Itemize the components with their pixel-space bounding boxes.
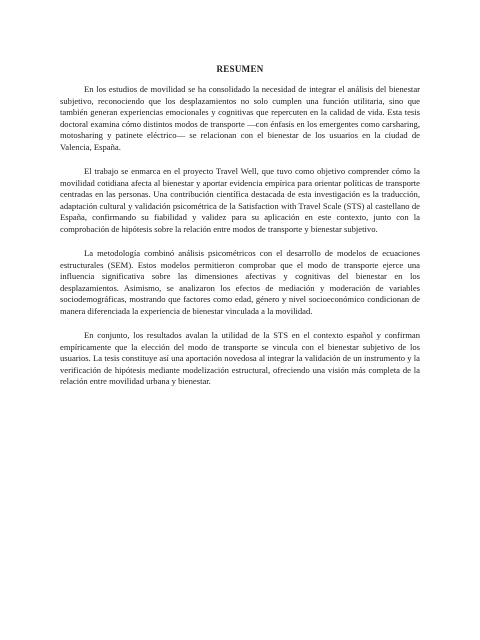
paragraph-2: El trabajo se enmarca en el proyecto Travel Well, que tuvo como objetivo comprender cómo la movilidad cotidiana afecta al bienestar y aportar evidencia empírica para orientar políticas de transporte centradas en las personas. Una contribución científica destacada de esta investigación es la traducción, adaptación cultural y validación psicométrica de la Satisfaction with Travel Scale (STS) al castellano de España, confirmando su fiabilidad y validez para su aplicación en este contexto, junto con la comprobación de hipótesis sobre la relación entre modos de transporte y bienestar subjetivo. (60, 166, 420, 234)
paragraph-4: En conjunto, los resultados avalan la utilidad de la STS en el contexto español y confirman empíricamente que la elección del modo de transporte se vincula con el bienestar subjetivo de los usuarios. La tesis constituye así una aportación novedosa al integrar la validación de un instrumento y la verificación de hipótesis mediante modelización estructural, ofreciendo una visión más completa de la relación entre movilidad urbana y bienestar. (60, 330, 420, 386)
abstract-body (60, 84, 420, 401)
paragraph-3: La metodología combinó análisis psicométricos con el desarrollo de modelos de ecuaciones estructurales (SEM). Estos modelos permitieron comprobar que el modo de transporte ejerce una influencia significativa sobre las dimensiones afectivas y cognitivas del bienestar en los desplazamientos. Asimismo, se analizaron los efectos de mediación y moderación de variables sociodemográficas, mostrando que factores como edad, género y nivel socioeconómico condicionan de manera diferenciada la experiencia de bienestar vinculada a la movilidad. (60, 248, 420, 316)
page-title: RESUMEN (216, 64, 264, 74)
paragraph-1: En los estudios de movilidad se ha consolidado la necesidad de integrar el análisis del bienestar subjetivo, reconociendo que los desplazamientos no solo cumplen una función utilitaria, sino que también generan experiencias emocionales y cognitivas que repercuten en la calidad de vida. Esta tesis doctoral examina cómo distintos modos de transporte —con énfasis en los emergentes como carsharing, motosharing y patinete eléctrico— se relacionan con el bienestar de los usuarios en la ciudad de Valencia, España. (60, 84, 420, 152)
